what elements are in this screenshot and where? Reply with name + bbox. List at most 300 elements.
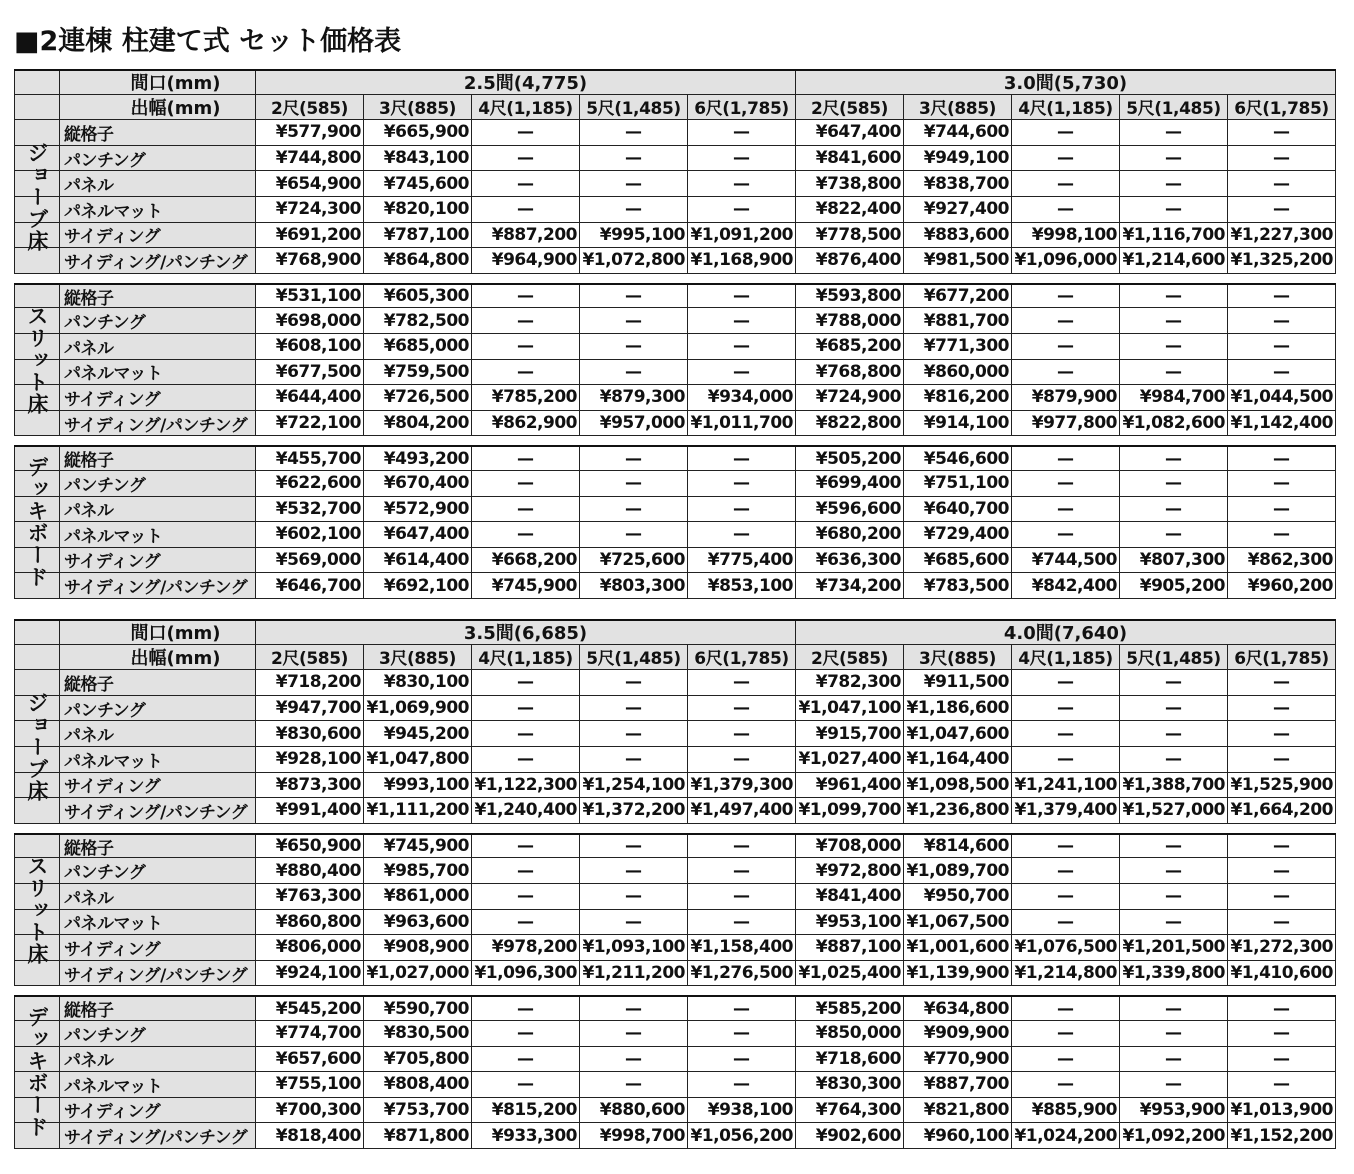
price-cell: ¥783,500: [904, 573, 1012, 598]
price-cell: ¥864,800: [364, 248, 472, 273]
price-cell: ¥605,300: [364, 285, 472, 308]
price-cell: ¥788,000: [796, 308, 904, 333]
price-cell: ¥722,100: [256, 411, 364, 436]
row-label: パンチング: [60, 858, 256, 883]
price-cell: ¥622,600: [256, 471, 364, 496]
row-label: パネル: [60, 721, 256, 746]
group-side-cell: [14, 773, 60, 798]
price-cell: ¥881,700: [904, 308, 1012, 333]
empty-cell: —: [1228, 497, 1336, 522]
price-cell: ¥1,096,000: [1012, 248, 1120, 273]
empty-cell: —: [688, 1072, 796, 1097]
table-row: [14, 1098, 1336, 1124]
table-row: [14, 884, 1336, 910]
group-side-cell: [14, 171, 60, 196]
span-header: 4.0間(7,640): [796, 621, 1336, 644]
price-cell: ¥778,500: [796, 223, 904, 248]
empty-cell: —: [472, 997, 580, 1020]
size-header: 2尺(585): [796, 645, 904, 670]
table-row: [14, 1123, 1336, 1149]
price-cell: ¥680,200: [796, 522, 904, 547]
price-cell: ¥640,700: [904, 497, 1012, 522]
price-cell: ¥546,600: [904, 447, 1012, 470]
price-cell: ¥934,000: [688, 385, 796, 410]
price-cell: ¥691,200: [256, 223, 364, 248]
price-cell: ¥1,069,900: [364, 696, 472, 721]
group-side-cell: [14, 548, 60, 573]
group-side-cell: [14, 798, 60, 823]
row-label: パネルマット: [60, 1072, 256, 1097]
group-side-cell: [14, 1098, 60, 1123]
price-cell: ¥927,400: [904, 197, 1012, 222]
price-cell: ¥1,091,200: [688, 223, 796, 248]
price-cell: ¥1,201,500: [1120, 935, 1228, 960]
price-cell: ¥744,500: [1012, 548, 1120, 573]
table-row: [14, 471, 1336, 497]
empty-cell: —: [580, 835, 688, 858]
price-cell: ¥593,800: [796, 285, 904, 308]
price-cell: ¥924,100: [256, 961, 364, 986]
empty-cell: —: [472, 670, 580, 695]
table-row: [14, 171, 1336, 197]
empty-cell: —: [580, 197, 688, 222]
price-cell: ¥998,700: [580, 1123, 688, 1148]
group-side-cell: [14, 961, 60, 986]
group-side-cell: [14, 721, 60, 746]
frontage-label: 間口(mm): [60, 71, 256, 94]
table-row: [14, 146, 1336, 172]
price-cell: ¥1,236,800: [904, 798, 1012, 823]
empty-cell: —: [688, 910, 796, 935]
price-cell: ¥596,600: [796, 497, 904, 522]
price-cell: ¥880,400: [256, 858, 364, 883]
empty-cell: —: [1120, 884, 1228, 909]
row-label: サイディング/パンチング: [60, 798, 256, 823]
empty-cell: —: [688, 997, 796, 1020]
price-cell: ¥665,900: [364, 120, 472, 145]
floor-group: [14, 833, 1336, 987]
empty-cell: —: [1012, 334, 1120, 359]
price-cell: ¥883,600: [904, 223, 1012, 248]
row-label: パネルマット: [60, 360, 256, 385]
size-header: 6尺(1,785): [688, 645, 796, 670]
row-label: パネルマット: [60, 910, 256, 935]
empty-cell: —: [1012, 285, 1120, 308]
price-cell: ¥1,116,700: [1120, 223, 1228, 248]
row-label: パンチング: [60, 696, 256, 721]
empty-cell: —: [1012, 721, 1120, 746]
price-cell: ¥729,400: [904, 522, 1012, 547]
table-row: [14, 308, 1336, 334]
empty-cell: —: [1012, 884, 1120, 909]
empty-cell: —: [688, 308, 796, 333]
span-header: 3.5間(6,685): [256, 621, 796, 644]
price-cell: ¥1,111,200: [364, 798, 472, 823]
size-header: 5尺(1,485): [580, 645, 688, 670]
price-cell: ¥953,100: [796, 910, 904, 935]
table-row: [14, 1021, 1336, 1047]
group-side-cell: [14, 334, 60, 359]
group-side-cell: [14, 497, 60, 522]
price-cell: ¥1,214,600: [1120, 248, 1228, 273]
empty-cell: —: [1120, 721, 1228, 746]
table-row: [14, 223, 1336, 249]
group-side-cell: [14, 146, 60, 171]
size-header: 4尺(1,185): [1012, 645, 1120, 670]
group-side-cell: [14, 884, 60, 909]
empty-cell: —: [1120, 171, 1228, 196]
price-cell: ¥1,027,400: [796, 747, 904, 772]
price-cell: ¥1,047,600: [904, 721, 1012, 746]
row-label: パネルマット: [60, 522, 256, 547]
size-header: 3尺(885): [364, 645, 472, 670]
empty-cell: —: [1120, 522, 1228, 547]
empty-cell: —: [580, 696, 688, 721]
empty-cell: —: [472, 721, 580, 746]
price-cell: ¥572,900: [364, 497, 472, 522]
empty-cell: —: [1120, 120, 1228, 145]
empty-cell: —: [472, 1021, 580, 1046]
empty-cell: —: [472, 835, 580, 858]
price-cell: ¥1,241,100: [1012, 773, 1120, 798]
price-cell: ¥1,072,800: [580, 248, 688, 273]
empty-cell: —: [472, 858, 580, 883]
table-row: [14, 833, 1336, 859]
price-cell: ¥977,800: [1012, 411, 1120, 436]
empty-cell: —: [1120, 835, 1228, 858]
empty-cell: —: [472, 1047, 580, 1072]
empty-cell: —: [1120, 447, 1228, 470]
header-row-frontage: [14, 619, 1336, 645]
empty-cell: —: [688, 522, 796, 547]
price-cell: ¥887,700: [904, 1072, 1012, 1097]
price-cell: ¥577,900: [256, 120, 364, 145]
group-side-cell: [14, 522, 60, 547]
empty-cell: —: [1120, 670, 1228, 695]
empty-cell: —: [472, 522, 580, 547]
price-cell: ¥1,276,500: [688, 961, 796, 986]
price-cell: ¥685,600: [904, 548, 1012, 573]
price-cell: ¥905,200: [1120, 573, 1228, 598]
row-label: サイディング: [60, 223, 256, 248]
empty-cell: —: [1228, 334, 1336, 359]
empty-cell: —: [1012, 146, 1120, 171]
table-row: [14, 497, 1336, 523]
empty-cell: —: [472, 747, 580, 772]
empty-cell: —: [688, 197, 796, 222]
floor-group: [14, 283, 1336, 437]
empty-cell: —: [688, 447, 796, 470]
price-cell: ¥770,900: [904, 1047, 1012, 1072]
empty-cell: —: [1228, 522, 1336, 547]
price-cell: ¥1,240,400: [472, 798, 580, 823]
floor-group: [14, 445, 1336, 599]
table-row: [14, 522, 1336, 548]
row-label: サイディング: [60, 1098, 256, 1123]
price-cell: ¥1,011,700: [688, 411, 796, 436]
empty-cell: —: [472, 334, 580, 359]
empty-cell: —: [580, 997, 688, 1020]
table-row: [14, 573, 1336, 599]
table-row: [14, 248, 1336, 274]
table-row: [14, 670, 1336, 696]
empty-cell: —: [688, 835, 796, 858]
price-cell: ¥1,099,700: [796, 798, 904, 823]
empty-cell: —: [1012, 670, 1120, 695]
price-cell: ¥1,497,400: [688, 798, 796, 823]
row-label: サイディング: [60, 773, 256, 798]
price-cell: ¥1,664,200: [1228, 798, 1336, 823]
price-cell: ¥1,527,000: [1120, 798, 1228, 823]
empty-cell: —: [1228, 1072, 1336, 1097]
table-row: [14, 334, 1336, 360]
group-side-cell: [14, 471, 60, 496]
group-spacer: [14, 274, 1336, 283]
price-cell: ¥1,056,200: [688, 1123, 796, 1148]
table-row: [14, 445, 1336, 471]
group-label-text: ジョーブ床: [25, 691, 49, 802]
row-label: 縦格子: [60, 670, 256, 695]
price-cell: ¥768,900: [256, 248, 364, 273]
group-side-cell: [14, 360, 60, 385]
price-cell: ¥843,100: [364, 146, 472, 171]
empty-cell: —: [1120, 285, 1228, 308]
empty-cell: —: [688, 721, 796, 746]
table-row: [14, 935, 1336, 961]
table-row: [14, 1047, 1336, 1073]
price-cell: ¥862,900: [472, 411, 580, 436]
empty-cell: —: [1120, 471, 1228, 496]
empty-cell: —: [580, 308, 688, 333]
table-row: [14, 747, 1336, 773]
price-cell: ¥608,100: [256, 334, 364, 359]
price-cell: ¥1,410,600: [1228, 961, 1336, 986]
price-cell: ¥585,200: [796, 997, 904, 1020]
empty-cell: —: [1228, 308, 1336, 333]
price-cell: ¥807,300: [1120, 548, 1228, 573]
price-cell: ¥1,152,200: [1228, 1123, 1336, 1148]
row-label: 縦格子: [60, 120, 256, 145]
price-cell: ¥668,200: [472, 548, 580, 573]
row-label: パネルマット: [60, 197, 256, 222]
empty-cell: —: [1120, 1072, 1228, 1097]
price-cell: ¥505,200: [796, 447, 904, 470]
price-cell: ¥964,900: [472, 248, 580, 273]
price-cell: ¥830,300: [796, 1072, 904, 1097]
price-cell: ¥677,500: [256, 360, 364, 385]
price-cell: ¥744,600: [904, 120, 1012, 145]
price-cell: ¥1,096,300: [472, 961, 580, 986]
empty-cell: —: [1228, 910, 1336, 935]
empty-cell: —: [1012, 471, 1120, 496]
price-cell: ¥744,800: [256, 146, 364, 171]
empty-cell: —: [580, 171, 688, 196]
table-row: [14, 120, 1336, 146]
price-cell: ¥879,900: [1012, 385, 1120, 410]
price-cell: ¥771,300: [904, 334, 1012, 359]
group-side-cell: [14, 835, 60, 858]
row-label: 縦格子: [60, 285, 256, 308]
empty-cell: —: [580, 471, 688, 496]
floor-group: [14, 670, 1336, 824]
empty-cell: —: [580, 285, 688, 308]
row-label: サイディング/パンチング: [60, 573, 256, 598]
empty-cell: —: [688, 1047, 796, 1072]
row-label: パネル: [60, 1047, 256, 1072]
price-cell: ¥887,200: [472, 223, 580, 248]
price-cell: ¥1,254,100: [580, 773, 688, 798]
price-cell: ¥1,525,900: [1228, 773, 1336, 798]
price-cell: ¥860,800: [256, 910, 364, 935]
empty-cell: —: [1120, 747, 1228, 772]
price-cell: ¥724,900: [796, 385, 904, 410]
group-side-cell: [14, 670, 60, 695]
empty-cell: —: [472, 197, 580, 222]
price-cell: ¥841,400: [796, 884, 904, 909]
empty-cell: —: [688, 360, 796, 385]
empty-cell: —: [472, 308, 580, 333]
price-cell: ¥753,700: [364, 1098, 472, 1123]
price-cell: ¥1,272,300: [1228, 935, 1336, 960]
price-cell: ¥1,325,200: [1228, 248, 1336, 273]
empty-cell: —: [1228, 197, 1336, 222]
price-cell: ¥830,100: [364, 670, 472, 695]
empty-cell: —: [1228, 146, 1336, 171]
price-cell: ¥670,400: [364, 471, 472, 496]
empty-cell: —: [1120, 360, 1228, 385]
price-cell: ¥953,900: [1120, 1098, 1228, 1123]
group-side-cell: [14, 1021, 60, 1046]
size-header: 2尺(585): [796, 95, 904, 120]
price-cell: ¥914,100: [904, 411, 1012, 436]
empty-cell: —: [472, 497, 580, 522]
table-row: [14, 910, 1336, 936]
price-cell: ¥1,025,400: [796, 961, 904, 986]
price-cell: ¥787,100: [364, 223, 472, 248]
empty-cell: —: [1120, 1047, 1228, 1072]
price-cell: ¥822,800: [796, 411, 904, 436]
group-label-text: デッキボード: [25, 1006, 49, 1139]
price-cell: ¥850,000: [796, 1021, 904, 1046]
price-cell: ¥647,400: [364, 522, 472, 547]
empty-cell: —: [580, 146, 688, 171]
price-cell: ¥698,000: [256, 308, 364, 333]
table-row: [14, 773, 1336, 799]
empty-cell: —: [1120, 858, 1228, 883]
price-cell: ¥1,379,300: [688, 773, 796, 798]
price-cell: ¥960,100: [904, 1123, 1012, 1148]
price-cell: ¥1,089,700: [904, 858, 1012, 883]
depth-label: 出幅(mm): [60, 95, 256, 120]
size-header: 5尺(1,485): [1120, 645, 1228, 670]
price-cell: ¥961,400: [796, 773, 904, 798]
price-cell: ¥692,100: [364, 573, 472, 598]
empty-cell: —: [688, 334, 796, 359]
group-label-text: スリット床: [25, 304, 49, 415]
table-row: [14, 197, 1336, 223]
empty-cell: —: [1012, 1047, 1120, 1072]
price-cell: ¥782,500: [364, 308, 472, 333]
empty-cell: —: [1120, 146, 1228, 171]
price-cell: ¥820,100: [364, 197, 472, 222]
row-label: パネル: [60, 334, 256, 359]
price-cell: ¥1,158,400: [688, 935, 796, 960]
price-cell: ¥685,000: [364, 334, 472, 359]
price-cell: ¥938,100: [688, 1098, 796, 1123]
table-row: [14, 961, 1336, 987]
price-cell: ¥654,900: [256, 171, 364, 196]
price-cell: ¥1,013,900: [1228, 1098, 1336, 1123]
header-corner: [14, 95, 60, 120]
price-table-upper: [14, 69, 1336, 599]
row-label: 縦格子: [60, 835, 256, 858]
empty-cell: —: [1120, 497, 1228, 522]
price-cell: ¥1,379,400: [1012, 798, 1120, 823]
price-cell: ¥755,100: [256, 1072, 364, 1097]
empty-cell: —: [1012, 1072, 1120, 1097]
empty-cell: —: [472, 1072, 580, 1097]
group-side-cell: [14, 447, 60, 470]
price-cell: ¥745,600: [364, 171, 472, 196]
header-row-frontage: [14, 69, 1336, 95]
empty-cell: —: [688, 747, 796, 772]
empty-cell: —: [580, 670, 688, 695]
empty-cell: —: [1120, 197, 1228, 222]
price-cell: ¥861,000: [364, 884, 472, 909]
row-label: サイディング: [60, 385, 256, 410]
price-cell: ¥1,082,600: [1120, 411, 1228, 436]
price-cell: ¥636,300: [796, 548, 904, 573]
group-side-cell: [14, 385, 60, 410]
price-cell: ¥1,092,200: [1120, 1123, 1228, 1148]
price-cell: ¥1,027,000: [364, 961, 472, 986]
depth-label: 出幅(mm): [60, 645, 256, 670]
group-side-cell: [14, 573, 60, 598]
price-cell: ¥838,700: [904, 171, 1012, 196]
empty-cell: —: [580, 360, 688, 385]
table-row: [14, 385, 1336, 411]
group-side-cell: [14, 248, 60, 273]
size-header: 6尺(1,785): [688, 95, 796, 120]
empty-cell: —: [472, 285, 580, 308]
row-label: パネルマット: [60, 747, 256, 772]
group-side-cell: [14, 935, 60, 960]
price-cell: ¥871,800: [364, 1123, 472, 1148]
empty-cell: —: [688, 497, 796, 522]
price-cell: ¥650,900: [256, 835, 364, 858]
group-label-text: デッキボード: [25, 456, 49, 589]
table-row: [14, 548, 1336, 574]
empty-cell: —: [1120, 334, 1228, 359]
price-cell: ¥493,200: [364, 447, 472, 470]
price-cell: ¥647,400: [796, 120, 904, 145]
empty-cell: —: [580, 447, 688, 470]
price-cell: ¥1,372,200: [580, 798, 688, 823]
row-label: パネル: [60, 171, 256, 196]
empty-cell: —: [1228, 285, 1336, 308]
table-row: [14, 283, 1336, 309]
empty-cell: —: [1228, 447, 1336, 470]
size-header: 3尺(885): [904, 645, 1012, 670]
price-cell: ¥933,300: [472, 1123, 580, 1148]
price-cell: ¥841,600: [796, 146, 904, 171]
price-cell: ¥1,339,800: [1120, 961, 1228, 986]
empty-cell: —: [472, 171, 580, 196]
price-cell: ¥978,200: [472, 935, 580, 960]
price-cell: ¥1,122,300: [472, 773, 580, 798]
price-cell: ¥724,300: [256, 197, 364, 222]
price-table-lower: [14, 619, 1336, 1149]
